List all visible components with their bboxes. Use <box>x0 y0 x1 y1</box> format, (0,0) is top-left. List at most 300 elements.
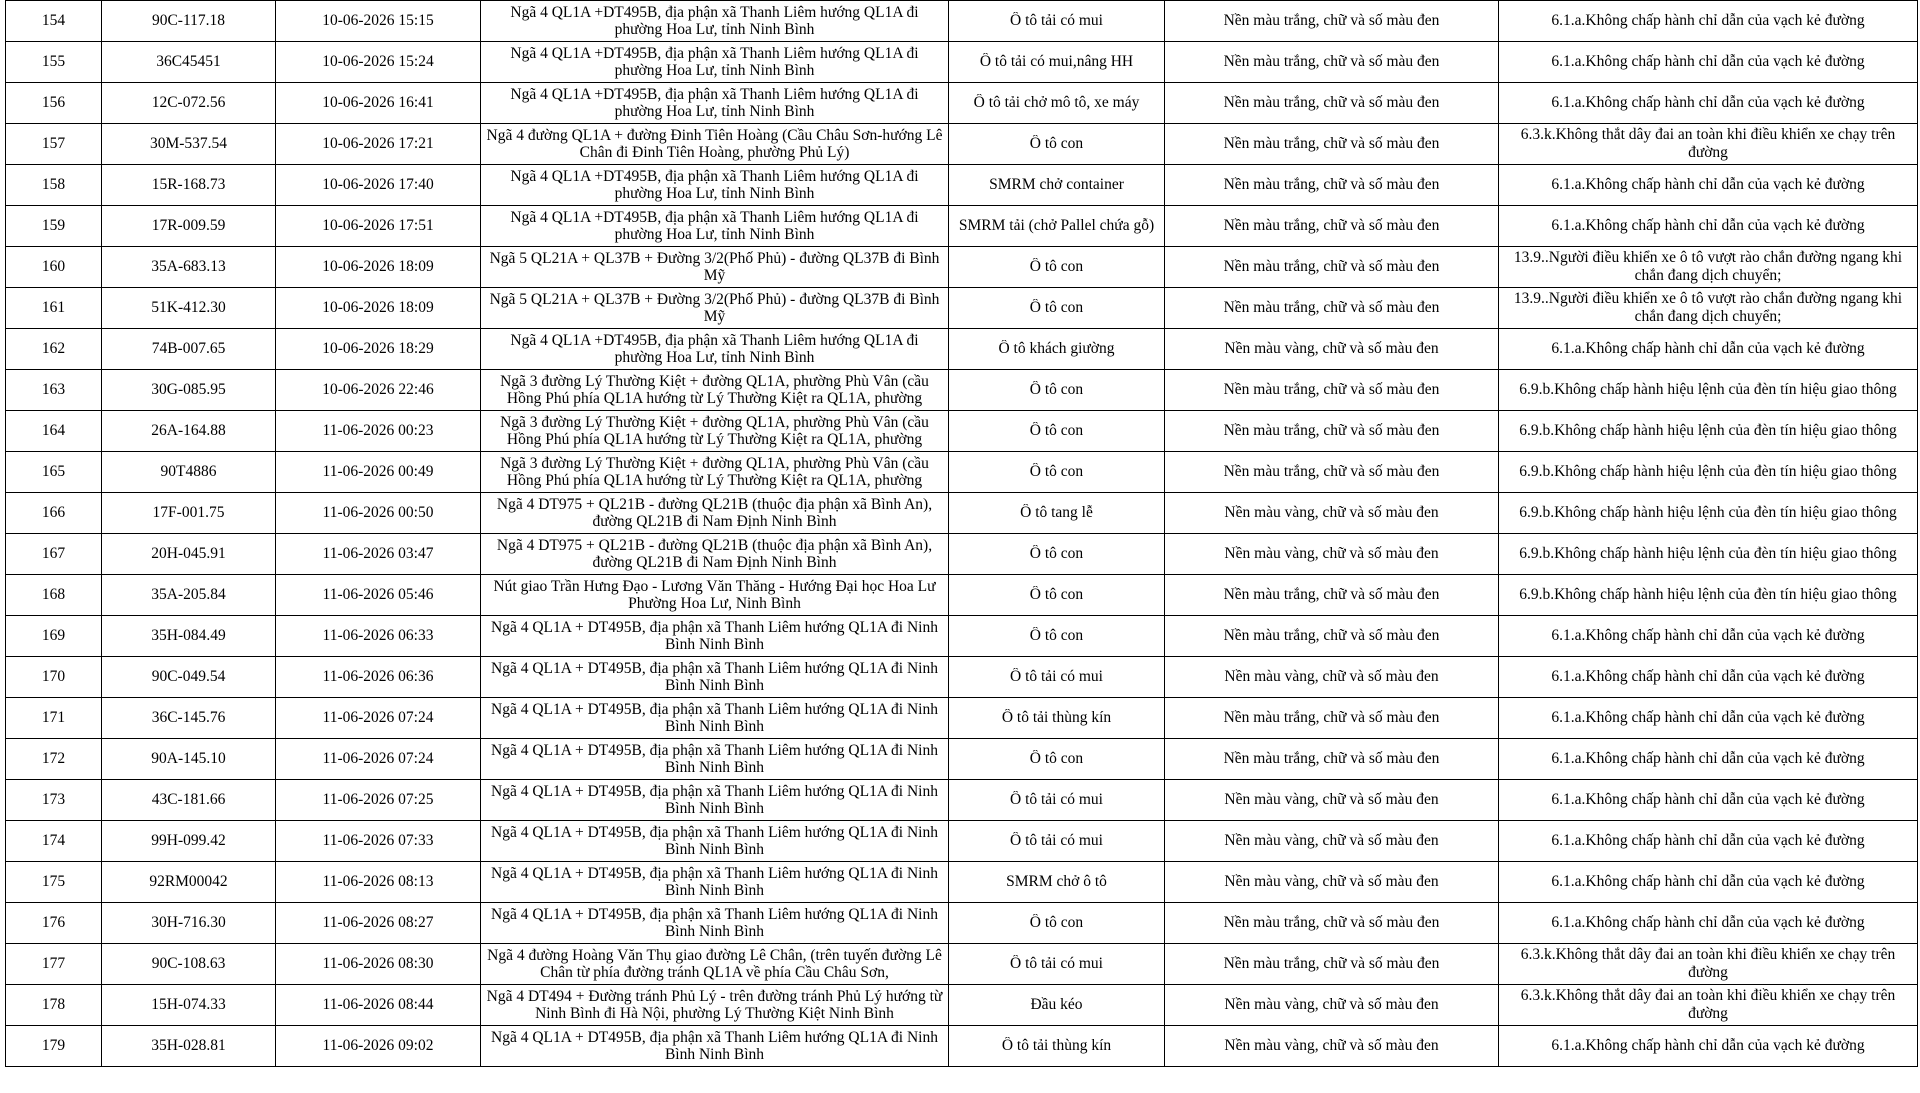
cell-violation-time <box>276 739 481 780</box>
cell-plate-color <box>1165 862 1499 903</box>
cell-plate-color <box>1165 288 1499 329</box>
cell-vehicle-type-text: Ô tô tải có mui,nâng HH <box>979 53 1134 70</box>
table-row <box>6 124 1918 165</box>
cell-vehicle-type <box>949 1026 1165 1067</box>
cell-stt-text: 157 <box>41 135 66 152</box>
cell-violation-time <box>276 411 481 452</box>
cell-location-text: Ngã 4 QL1A + DT495B, địa phận xã Thanh Liêm hướng QL1A đi Ninh Bình Ninh Bình <box>491 865 938 899</box>
cell-violation-text: 6.9.b.Không chấp hành hiệu lệnh của đèn tín hiệu giao thông <box>1519 381 1897 398</box>
cell-vehicle-type-text: Đầu kéo <box>1030 996 1083 1013</box>
cell-stt-text: 155 <box>41 53 66 70</box>
cell-location <box>481 739 949 780</box>
cell-stt-text: 159 <box>41 217 66 234</box>
cell-plate-color-text: Nền màu trắng, chữ và số màu đen <box>1223 12 1440 29</box>
cell-plate-color <box>1165 1 1499 42</box>
cell-violation-time <box>276 616 481 657</box>
cell-plate-number-text: 20H-045.91 <box>151 545 226 562</box>
cell-violation <box>1499 1 1918 42</box>
cell-vehicle-type-text: Ô tô con <box>1029 627 1084 644</box>
cell-location <box>481 411 949 452</box>
table-row <box>6 616 1918 657</box>
cell-stt-text: 178 <box>41 996 66 1013</box>
cell-violation-time <box>276 862 481 903</box>
cell-violation-text: 13.9..Người điều khiển xe ô tô vượt rào chắn đường ngang khi chắn đang dịch chuyển; <box>1513 290 1903 325</box>
cell-stt <box>6 493 102 534</box>
table-row <box>6 452 1918 493</box>
cell-violation-time-text: 11-06-2026 06:36 <box>322 668 434 685</box>
cell-plate-number <box>102 821 276 862</box>
cell-violation-text: 6.1.a.Không chấp hành chỉ dẫn của vạch kẻ đường <box>1551 832 1865 849</box>
cell-stt <box>6 985 102 1026</box>
cell-location-text: Ngã 4 QL1A + DT495B, địa phận xã Thanh Liêm hướng QL1A đi Ninh Bình Ninh Bình <box>491 660 938 694</box>
cell-plate-number <box>102 780 276 821</box>
cell-location <box>481 903 949 944</box>
cell-violation <box>1499 493 1918 534</box>
cell-violation-time-text: 11-06-2026 05:46 <box>322 586 434 603</box>
cell-violation <box>1499 780 1918 821</box>
cell-location <box>481 493 949 534</box>
cell-violation <box>1499 247 1918 288</box>
cell-stt <box>6 329 102 370</box>
cell-violation <box>1499 124 1918 165</box>
table-row <box>6 165 1918 206</box>
cell-plate-color-text: Nền màu vàng, chữ và số màu đen <box>1224 340 1439 357</box>
cell-plate-color <box>1165 821 1499 862</box>
cell-stt-text: 160 <box>41 258 66 275</box>
cell-violation-time <box>276 575 481 616</box>
cell-plate-color <box>1165 780 1499 821</box>
table-row <box>6 862 1918 903</box>
cell-violation-text: 6.9.b.Không chấp hành hiệu lệnh của đèn tín hiệu giao thông <box>1519 422 1897 439</box>
cell-vehicle-type-text: Ô tô tải có mui <box>1010 668 1103 685</box>
cell-location-text: Ngã 4 QL1A +DT495B, địa phận xã Thanh Liêm hướng QL1A đi phường Hoa Lư, tỉnh Ninh Bình <box>510 332 919 366</box>
cell-stt-text: 175 <box>41 873 66 890</box>
cell-location-text: Ngã 4 QL1A +DT495B, địa phận xã Thanh Liêm hướng QL1A đi phường Hoa Lư, tỉnh Ninh Bình <box>510 168 919 202</box>
table-row <box>6 575 1918 616</box>
cell-vehicle-type <box>949 616 1165 657</box>
cell-plate-number <box>102 534 276 575</box>
cell-stt-text: 172 <box>41 750 66 767</box>
cell-violation-time-text: 11-06-2026 08:13 <box>322 873 434 890</box>
table-row <box>6 1026 1918 1067</box>
cell-vehicle-type <box>949 165 1165 206</box>
cell-location <box>481 206 949 247</box>
cell-vehicle-type-text: Ô tô con <box>1029 586 1084 603</box>
cell-vehicle-type <box>949 329 1165 370</box>
cell-violation-time <box>276 124 481 165</box>
cell-violation <box>1499 42 1918 83</box>
cell-violation-time-text: 10-06-2026 17:21 <box>322 135 434 152</box>
cell-stt <box>6 452 102 493</box>
cell-plate-number-text: 90T4886 <box>160 463 217 480</box>
cell-plate-color-text: Nền màu trắng, chữ và số màu đen <box>1223 914 1440 931</box>
cell-vehicle-type-text: Ô tô tải có mui <box>1010 791 1103 808</box>
cell-vehicle-type <box>949 821 1165 862</box>
cell-plate-number <box>102 1026 276 1067</box>
cell-violation-time-text: 10-06-2026 16:41 <box>322 94 434 111</box>
cell-stt <box>6 739 102 780</box>
cell-violation <box>1499 944 1918 985</box>
cell-violation-text: 6.9.b.Không chấp hành hiệu lệnh của đèn tín hiệu giao thông <box>1519 545 1897 562</box>
cell-violation-time-text: 11-06-2026 07:25 <box>322 791 434 808</box>
cell-vehicle-type-text: Ô tô khách giường <box>998 340 1115 357</box>
cell-violation-text: 6.1.a.Không chấp hành chỉ dẫn của vạch kẻ đường <box>1551 668 1865 685</box>
cell-violation <box>1499 616 1918 657</box>
cell-plate-number-text: 90C-117.18 <box>151 12 226 29</box>
cell-violation-time <box>276 534 481 575</box>
cell-location <box>481 452 949 493</box>
cell-plate-color <box>1165 903 1499 944</box>
cell-violation-time <box>276 83 481 124</box>
cell-plate-number <box>102 452 276 493</box>
cell-plate-color-text: Nền màu trắng, chữ và số màu đen <box>1223 463 1440 480</box>
cell-location-text: Ngã 4 QL1A + DT495B, địa phận xã Thanh Liêm hướng QL1A đi Ninh Bình Ninh Bình <box>491 742 938 776</box>
cell-violation-time-text: 10-06-2026 18:09 <box>322 299 434 316</box>
cell-plate-number <box>102 944 276 985</box>
cell-plate-number-text: 35A-683.13 <box>151 258 226 275</box>
cell-plate-color-text: Nền màu vàng, chữ và số màu đen <box>1224 791 1439 808</box>
cell-vehicle-type <box>949 534 1165 575</box>
cell-location-text: Ngã 4 QL1A +DT495B, địa phận xã Thanh Liêm hướng QL1A đi phường Hoa Lư, tỉnh Ninh Bình <box>510 209 919 243</box>
cell-violation-text: 6.1.a.Không chấp hành chỉ dẫn của vạch kẻ đường <box>1551 914 1865 931</box>
table-body <box>6 1 1918 1067</box>
cell-plate-number-text: 12C-072.56 <box>151 94 226 111</box>
table-row <box>6 944 1918 985</box>
cell-violation-text: 6.1.a.Không chấp hành chỉ dẫn của vạch kẻ đường <box>1551 709 1865 726</box>
table-row <box>6 534 1918 575</box>
cell-vehicle-type-text: Ô tô con <box>1029 258 1084 275</box>
cell-stt <box>6 616 102 657</box>
cell-violation-time-text: 11-06-2026 00:49 <box>322 463 434 480</box>
cell-plate-number <box>102 657 276 698</box>
cell-violation-time <box>276 288 481 329</box>
cell-stt <box>6 124 102 165</box>
cell-violation-time <box>276 329 481 370</box>
cell-stt-text: 168 <box>41 586 66 603</box>
table-row <box>6 493 1918 534</box>
cell-violation <box>1499 165 1918 206</box>
cell-stt-text: 176 <box>41 914 66 931</box>
cell-plate-number-text: 90C-049.54 <box>151 668 226 685</box>
cell-violation-time <box>276 985 481 1026</box>
cell-plate-number-text: 51K-412.30 <box>151 299 226 316</box>
cell-violation <box>1499 985 1918 1026</box>
cell-violation-time-text: 11-06-2026 00:23 <box>322 422 434 439</box>
cell-location-text: Ngã 3 đường Lý Thường Kiệt + đường QL1A, phường Phù Vân (cầu Hồng Phú phía QL1A hướng từ Lý Thường Kiệt ra QL1A, phường <box>500 414 929 448</box>
cell-vehicle-type-text: Ô tô con <box>1029 135 1084 152</box>
cell-plate-number <box>102 1 276 42</box>
cell-violation-time <box>276 247 481 288</box>
cell-location <box>481 698 949 739</box>
cell-vehicle-type-text: Ô tô con <box>1029 914 1084 931</box>
cell-location-text: Ngã 4 đường Hoàng Văn Thụ giao đường Lê Chân, (trên tuyến đường Lê Chân từ phía đường tránh QL1A về phía Cầu Châu Sơn, <box>487 947 942 981</box>
cell-vehicle-type <box>949 411 1165 452</box>
cell-violation <box>1499 903 1918 944</box>
cell-stt-text: 170 <box>41 668 66 685</box>
cell-plate-number <box>102 985 276 1026</box>
cell-stt-text: 158 <box>41 176 66 193</box>
cell-violation <box>1499 698 1918 739</box>
cell-plate-color-text: Nền màu trắng, chữ và số màu đen <box>1223 135 1440 152</box>
cell-violation-text: 6.1.a.Không chấp hành chỉ dẫn của vạch kẻ đường <box>1551 1037 1865 1054</box>
cell-violation-time-text: 10-06-2026 18:09 <box>322 258 434 275</box>
cell-stt-text: 165 <box>41 463 66 480</box>
table-row <box>6 985 1918 1026</box>
cell-violation <box>1499 370 1918 411</box>
cell-plate-number-text: 36C-145.76 <box>151 709 226 726</box>
cell-plate-color-text: Nền màu vàng, chữ và số màu đen <box>1224 873 1439 890</box>
cell-violation <box>1499 411 1918 452</box>
table-row <box>6 903 1918 944</box>
cell-stt <box>6 903 102 944</box>
cell-vehicle-type <box>949 698 1165 739</box>
cell-stt <box>6 165 102 206</box>
table-row <box>6 1 1918 42</box>
cell-location <box>481 42 949 83</box>
cell-stt-text: 177 <box>41 955 66 972</box>
cell-vehicle-type <box>949 575 1165 616</box>
cell-location <box>481 1026 949 1067</box>
cell-location-text: Ngã 5 QL21A + QL37B + Đường 3/2(Phố Phủ) - đường QL37B đi Bình Mỹ <box>489 291 940 325</box>
cell-plate-color <box>1165 165 1499 206</box>
cell-location-text: Ngã 4 QL1A + DT495B, địa phận xã Thanh Liêm hướng QL1A đi Ninh Bình Ninh Bình <box>491 783 938 817</box>
cell-plate-color <box>1165 739 1499 780</box>
cell-plate-color <box>1165 616 1499 657</box>
cell-violation-time-text: 11-06-2026 08:27 <box>322 914 434 931</box>
cell-location-text: Ngã 4 QL1A +DT495B, địa phận xã Thanh Liêm hướng QL1A đi phường Hoa Lư, tỉnh Ninh Bình <box>510 86 919 120</box>
cell-location-text: Ngã 4 QL1A +DT495B, địa phận xã Thanh Liêm hướng QL1A đi phường Hoa Lư, tỉnh Ninh Bình <box>510 45 919 79</box>
cell-violation-time <box>276 903 481 944</box>
cell-vehicle-type <box>949 862 1165 903</box>
cell-vehicle-type-text: Ô tô tải thùng kín <box>1001 1037 1112 1054</box>
cell-plate-number <box>102 903 276 944</box>
cell-vehicle-type-text: Ô tô con <box>1029 422 1084 439</box>
cell-plate-color-text: Nền màu vàng, chữ và số màu đen <box>1224 832 1439 849</box>
table-row <box>6 370 1918 411</box>
cell-location-text: Ngã 4 QL1A + DT495B, địa phận xã Thanh Liêm hướng QL1A đi Ninh Bình Ninh Bình <box>491 1029 938 1063</box>
cell-stt-text: 164 <box>41 422 66 439</box>
cell-stt <box>6 83 102 124</box>
cell-plate-number <box>102 493 276 534</box>
cell-stt-text: 154 <box>41 12 66 29</box>
cell-stt-text: 174 <box>41 832 66 849</box>
cell-stt <box>6 206 102 247</box>
cell-violation-time-text: 11-06-2026 06:33 <box>322 627 434 644</box>
cell-violation-time <box>276 370 481 411</box>
cell-plate-number-text: 15R-168.73 <box>151 176 226 193</box>
cell-plate-color <box>1165 657 1499 698</box>
cell-plate-color <box>1165 944 1499 985</box>
cell-violation-text: 6.1.a.Không chấp hành chỉ dẫn của vạch kẻ đường <box>1551 12 1865 29</box>
cell-vehicle-type-text: Ô tô con <box>1029 381 1084 398</box>
cell-plate-color-text: Nền màu trắng, chữ và số màu đen <box>1223 586 1440 603</box>
cell-vehicle-type <box>949 247 1165 288</box>
cell-plate-color-text: Nền màu vàng, chữ và số màu đen <box>1224 545 1439 562</box>
cell-stt <box>6 1 102 42</box>
cell-vehicle-type <box>949 657 1165 698</box>
cell-plate-color <box>1165 452 1499 493</box>
cell-plate-number <box>102 739 276 780</box>
cell-violation <box>1499 534 1918 575</box>
cell-plate-color-text: Nền màu trắng, chữ và số màu đen <box>1223 955 1440 972</box>
cell-plate-color <box>1165 206 1499 247</box>
cell-location <box>481 985 949 1026</box>
cell-violation-time-text: 11-06-2026 03:47 <box>322 545 434 562</box>
cell-plate-color <box>1165 698 1499 739</box>
cell-plate-color <box>1165 493 1499 534</box>
cell-violation-time <box>276 493 481 534</box>
cell-plate-number-text: 99H-099.42 <box>151 832 226 849</box>
table-row <box>6 780 1918 821</box>
cell-plate-color-text: Nền màu vàng, chữ và số màu đen <box>1224 504 1439 521</box>
cell-violation-time <box>276 1026 481 1067</box>
cell-location-text: Ngã 4 QL1A + DT495B, địa phận xã Thanh Liêm hướng QL1A đi Ninh Bình Ninh Bình <box>491 701 938 735</box>
cell-plate-number <box>102 42 276 83</box>
cell-location <box>481 370 949 411</box>
cell-vehicle-type <box>949 370 1165 411</box>
cell-plate-number-text: 35A-205.84 <box>151 586 226 603</box>
table-row <box>6 657 1918 698</box>
cell-location-text: Ngã 4 QL1A + DT495B, địa phận xã Thanh Liêm hướng QL1A đi Ninh Bình Ninh Bình <box>491 619 938 653</box>
cell-plate-color <box>1165 534 1499 575</box>
cell-location <box>481 329 949 370</box>
cell-violation-text: 6.1.a.Không chấp hành chỉ dẫn của vạch kẻ đường <box>1551 791 1865 808</box>
cell-plate-color-text: Nền màu trắng, chữ và số màu đen <box>1223 217 1440 234</box>
cell-violation-text: 6.1.a.Không chấp hành chỉ dẫn của vạch kẻ đường <box>1551 53 1865 70</box>
cell-violation-text: 6.1.a.Không chấp hành chỉ dẫn của vạch kẻ đường <box>1551 873 1865 890</box>
cell-location-text: Ngã 4 đường QL1A + đường Đinh Tiên Hoàng (Cầu Châu Sơn-hướng Lê Chân đi Đinh Tiên Hoàng, phường Phủ Lý) <box>486 127 943 161</box>
cell-plate-number-text: 92RM00042 <box>149 873 228 890</box>
cell-violation-time-text: 11-06-2026 08:44 <box>322 996 434 1013</box>
cell-violation <box>1499 329 1918 370</box>
cell-violation <box>1499 1026 1918 1067</box>
cell-plate-color-text: Nền màu trắng, chữ và số màu đen <box>1223 422 1440 439</box>
table-row <box>6 83 1918 124</box>
cell-location-text: Ngã 4 QL1A + DT495B, địa phận xã Thanh Liêm hướng QL1A đi Ninh Bình Ninh Bình <box>491 824 938 858</box>
table-row <box>6 206 1918 247</box>
cell-stt-text: 161 <box>41 299 66 316</box>
cell-plate-color-text: Nền màu trắng, chữ và số màu đen <box>1223 53 1440 70</box>
cell-location <box>481 247 949 288</box>
cell-violation-time <box>276 698 481 739</box>
table-row <box>6 288 1918 329</box>
cell-vehicle-type <box>949 944 1165 985</box>
table-row <box>6 821 1918 862</box>
cell-violation <box>1499 821 1918 862</box>
cell-vehicle-type <box>949 493 1165 534</box>
cell-plate-color <box>1165 42 1499 83</box>
cell-plate-number <box>102 247 276 288</box>
cell-location-text: Nút giao Trần Hưng Đạo - Lương Văn Thăng - Hướng Đại học Hoa Lư Phường Hoa Lư, Ninh Bình <box>493 578 936 612</box>
cell-plate-number-text: 17R-009.59 <box>151 217 226 234</box>
cell-stt <box>6 411 102 452</box>
cell-violation-time-text: 11-06-2026 00:50 <box>322 504 434 521</box>
cell-violation-time <box>276 944 481 985</box>
cell-location-text: Ngã 4 QL1A + DT495B, địa phận xã Thanh Liêm hướng QL1A đi Ninh Bình Ninh Bình <box>491 906 938 940</box>
cell-violation-text: 6.9.b.Không chấp hành hiệu lệnh của đèn tín hiệu giao thông <box>1519 463 1897 480</box>
cell-location-text: Ngã 3 đường Lý Thường Kiệt + đường QL1A, phường Phù Vân (cầu Hồng Phú phía QL1A hướng từ Lý Thường Kiệt ra QL1A, phường <box>500 455 929 489</box>
cell-violation-time <box>276 452 481 493</box>
table-row <box>6 698 1918 739</box>
cell-vehicle-type <box>949 739 1165 780</box>
cell-violation-text: 6.1.a.Không chấp hành chỉ dẫn của vạch kẻ đường <box>1551 176 1865 193</box>
cell-vehicle-type-text: Ô tô con <box>1029 299 1084 316</box>
cell-plate-color-text: Nền màu trắng, chữ và số màu đen <box>1223 94 1440 111</box>
cell-location <box>481 1 949 42</box>
cell-location-text: Ngã 4 DT494 + Đường tránh Phủ Lý - trên đường tránh Phủ Lý hướng từ Ninh Bình đi Hà Nội, phường Lý Thường Kiệt Ninh Bình <box>486 988 943 1022</box>
cell-plate-color <box>1165 329 1499 370</box>
cell-plate-color <box>1165 247 1499 288</box>
cell-plate-number <box>102 370 276 411</box>
cell-vehicle-type-text: SMRM chở ô tô <box>1006 873 1107 890</box>
cell-stt <box>6 944 102 985</box>
cell-violation <box>1499 862 1918 903</box>
cell-stt <box>6 698 102 739</box>
cell-plate-number-text: 35H-084.49 <box>151 627 226 644</box>
cell-vehicle-type-text: Ô tô con <box>1029 750 1084 767</box>
cell-location <box>481 616 949 657</box>
cell-violation-time <box>276 42 481 83</box>
cell-stt <box>6 288 102 329</box>
cell-plate-number <box>102 288 276 329</box>
cell-plate-number-text: 30M-537.54 <box>149 135 228 152</box>
cell-violation <box>1499 739 1918 780</box>
cell-violation <box>1499 657 1918 698</box>
cell-violation-text: 6.1.a.Không chấp hành chỉ dẫn của vạch kẻ đường <box>1551 94 1865 111</box>
cell-plate-color-text: Nền màu trắng, chữ và số màu đen <box>1223 627 1440 644</box>
cell-stt <box>6 42 102 83</box>
cell-vehicle-type-text: Ô tô tải chở mô tô, xe máy <box>973 94 1140 111</box>
cell-plate-number-text: 26A-164.88 <box>151 422 226 439</box>
cell-violation-time <box>276 780 481 821</box>
cell-stt <box>6 780 102 821</box>
cell-violation-text: 6.9.b.Không chấp hành hiệu lệnh của đèn tín hiệu giao thông <box>1519 504 1897 521</box>
cell-vehicle-type-text: Ô tô con <box>1029 463 1084 480</box>
cell-location <box>481 534 949 575</box>
cell-location-text: Ngã 3 đường Lý Thường Kiệt + đường QL1A, phường Phù Vân (cầu Hồng Phú phía QL1A hướng từ Lý Thường Kiệt ra QL1A, phường <box>500 373 929 407</box>
table-row <box>6 42 1918 83</box>
cell-violation-time <box>276 821 481 862</box>
cell-plate-color <box>1165 370 1499 411</box>
cell-plate-color-text: Nền màu vàng, chữ và số màu đen <box>1224 996 1439 1013</box>
cell-location <box>481 821 949 862</box>
cell-violation-time <box>276 1 481 42</box>
cell-violation-time-text: 10-06-2026 15:15 <box>322 12 434 29</box>
cell-violation-time <box>276 657 481 698</box>
cell-violation-time-text: 11-06-2026 08:30 <box>322 955 434 972</box>
cell-violation-text: 6.3.k.Không thắt dây đai an toàn khi điều khiển xe chạy trên đường <box>1520 126 1896 161</box>
cell-vehicle-type-text: Ô tô tang lễ <box>1020 504 1093 521</box>
cell-plate-color-text: Nền màu trắng, chữ và số màu đen <box>1223 299 1440 316</box>
cell-plate-number <box>102 124 276 165</box>
cell-violation-text: 6.1.a.Không chấp hành chỉ dẫn của vạch kẻ đường <box>1551 340 1865 357</box>
cell-location <box>481 288 949 329</box>
cell-stt <box>6 575 102 616</box>
cell-plate-number-text: 15H-074.33 <box>151 996 226 1013</box>
cell-violation-time <box>276 206 481 247</box>
cell-stt-text: 167 <box>41 545 66 562</box>
cell-plate-color <box>1165 83 1499 124</box>
cell-violation-time-text: 11-06-2026 07:24 <box>322 750 434 767</box>
cell-stt-text: 163 <box>41 381 66 398</box>
cell-plate-color <box>1165 575 1499 616</box>
cell-location-text: Ngã 4 DT975 + QL21B - đường QL21B (thuộc địa phận xã Bình An), đường QL21B đi Nam Định Ninh Bình <box>496 496 933 530</box>
cell-violation-time-text: 11-06-2026 09:02 <box>322 1037 434 1054</box>
cell-violation-time-text: 10-06-2026 17:51 <box>322 217 434 234</box>
cell-violation-text: 6.1.a.Không chấp hành chỉ dẫn của vạch kẻ đường <box>1551 217 1865 234</box>
cell-plate-number <box>102 411 276 452</box>
cell-violation <box>1499 83 1918 124</box>
